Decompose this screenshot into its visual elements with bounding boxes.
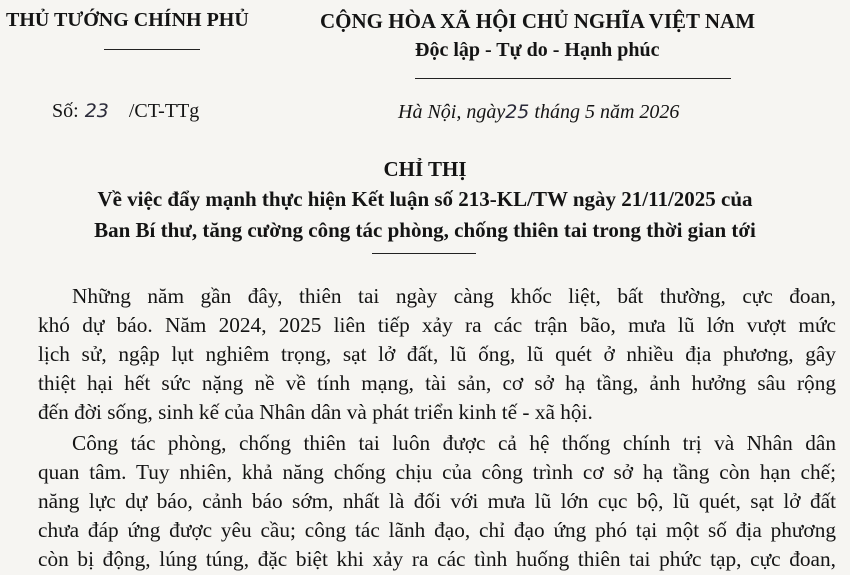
- paragraph-line: đến đời sống, sinh kế của Nhân dân và phát triển kinh tế - xã hội.: [38, 400, 593, 424]
- body-paragraph-1: [38, 282, 836, 427]
- paragraph-line: Công tác phòng, chống thiên tai luôn được cả hệ thống chính trị và Nhân dân: [72, 431, 836, 455]
- title-underline: [372, 253, 476, 254]
- document-number-prefix: Số:: [52, 100, 79, 122]
- document-number: [52, 100, 199, 123]
- document-number-code: /CT-TTg: [128, 100, 200, 122]
- paragraph-line: năng lực dự báo, cảnh báo sớm, nhất là đối với mưa lũ lớn cục bộ, lũ quét, sạt lở đất: [38, 489, 836, 513]
- paragraph-line: lịch sử, ngập lụt nghiêm trọng, sạt lở đất, lũ ống, lũ quét ở nhiều địa phương, gây: [38, 342, 836, 366]
- paragraph-line: còn bị động, lúng túng, đặc biệt khi xảy ra các tình huống thiên tai phức tạp, cực đoan,: [38, 547, 836, 571]
- motto-underline: [415, 78, 731, 79]
- agency-underline: [104, 49, 200, 50]
- issue-date: [398, 101, 679, 124]
- issue-date-prefix: Hà Nội, ngày: [398, 101, 506, 123]
- paragraph-line: khó dự báo. Năm 2024, 2025 liên tiếp xảy ra các trận bão, mưa lũ lớn vượt mức: [38, 313, 836, 337]
- document-title-line-1: Về việc đẩy mạnh thực hiện Kết luận số 213-KL/TW ngày 21/11/2025 của: [97, 187, 753, 211]
- paragraph-line: chưa đáp ứng được yêu cầu; công tác lãnh đạo, chỉ đạo ứng phó tại một số địa phương: [38, 518, 836, 542]
- issuing-agency: THỦ TƯỚNG CHÍNH PHỦ: [6, 9, 249, 31]
- paragraph-line: quan tâm. Tuy nhiên, khả năng chống chịu của công trình cơ sở hạ tầng còn hạn chế;: [38, 460, 836, 484]
- document-number-value: 23: [84, 100, 109, 122]
- document-title-line-2: Ban Bí thư, tăng cường công tác phòng, chống thiên tai trong thời gian tới: [94, 218, 756, 242]
- body-paragraph-2: [38, 429, 836, 574]
- paragraph-line: thiệt hại hết sức nặng nề về tính mạng, tài sản, cơ sở hạ tầng, ảnh hưởng sâu rộng: [38, 371, 836, 395]
- paragraph-line: Những năm gần đây, thiên tai ngày càng khốc liệt, bất thường, cực đoan,: [72, 284, 836, 308]
- issue-date-rest: tháng 5 năm 2026: [529, 101, 680, 123]
- national-title: CỘNG HÒA XÃ HỘI CHỦ NGHĨA VIỆT NAM: [320, 9, 756, 33]
- document-type: CHỈ THỊ: [383, 157, 467, 181]
- national-motto: Độc lập - Tự do - Hạnh phúc: [415, 39, 660, 61]
- issue-date-day: 25: [505, 101, 530, 123]
